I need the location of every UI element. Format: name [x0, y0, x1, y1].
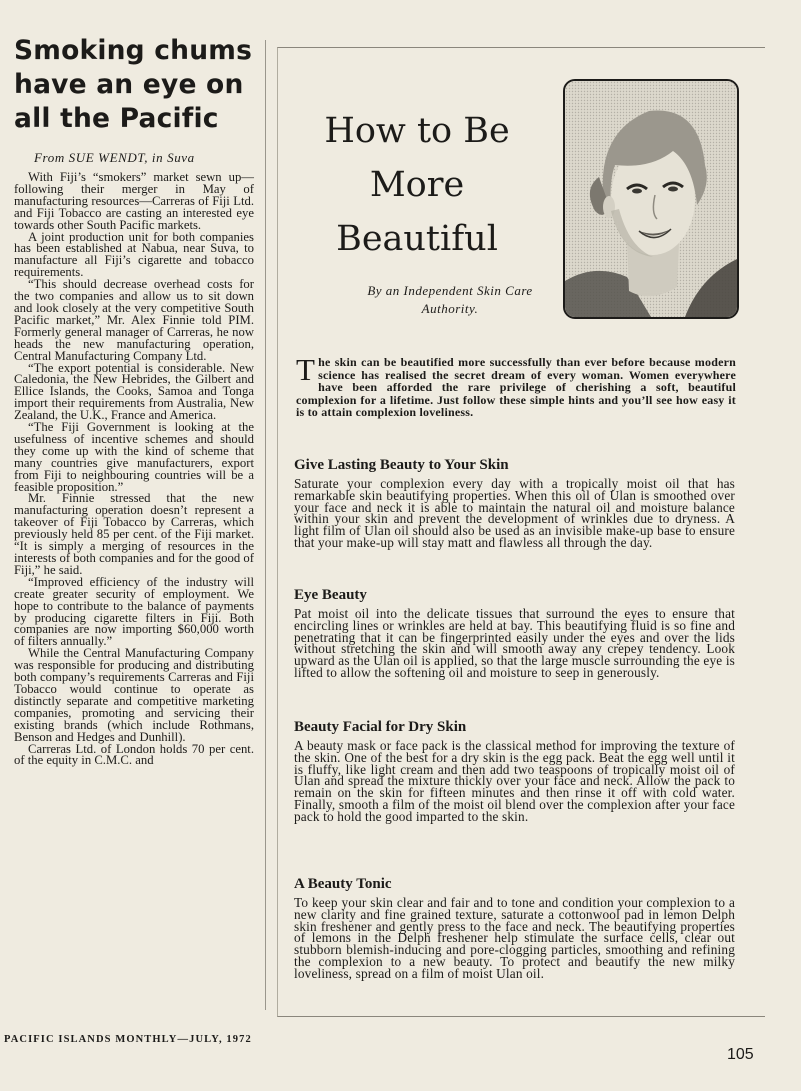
- section-beauty-tonic: [294, 876, 735, 980]
- left-paragraph: Mr. Finnie stressed that the new manufacturing operation doesn’t represent a takeover of Fiji Tobacco by Carreras, which previously held 85 per cent. of the Fiji market. “It is simply a merging of resources in the interests of both companies and for the good of Fiji,” he said.: [14, 491, 254, 577]
- section-eye-beauty: [294, 587, 735, 679]
- section-body: Saturate your complexion every day with a tropically moist oil that has remarkable skin beautifying properties. When this oil of Ulan is smoothed over your face and neck it is able to maintain the natural oil and moisture balance within your skin and prevent the development of wrinkles due to dryness. A light film of Ulan oil should also be used as an invisible make-up base to ensure that your make-up will stay matt and flawless all through the day.: [294, 476, 735, 550]
- intro-dropcap: T: [296, 352, 316, 387]
- headline-line: all the Pacific: [14, 103, 219, 134]
- author-line: By an Independent Skin Care: [367, 283, 533, 298]
- section-body: To keep your skin clear and fair and to tone and condition your complexion to a new clarity and fine grained texture, saturate a cottonwool pad in lemon Delph skin freshener and gently press to the face and neck. The beautifying properties of lemons in the Delph freshener help stimulate the surface cells, clear out stubborn blemish-inducing and pore-clogging particles, smoothing and refining the complexion to a new beauty. To protect and beautify the new milky loveliness, spread on a film of moist Ulan oil.: [294, 895, 735, 981]
- portrait-illustration: [565, 81, 737, 317]
- publication-footer: PACIFIC ISLANDS MONTHLY—JULY, 1972: [4, 1034, 252, 1045]
- left-paragraph: “The Fiji Government is looking at the usefulness of incentive schemes and should they come up with the kind of scheme that many countries give manufacturers, export from Fiji to neighbouring countries will be a feasible proposition.”: [14, 420, 254, 494]
- section-heading: A Beauty Tonic: [294, 876, 392, 892]
- section-body: Pat moist oil into the delicate tissues that surround the eyes to ensure that encircling lines or wrinkles are held at bay. This beautifying fluid is so fine and penetrating that it can be fingerprinted easily under the eyes and over the lids without stretching the skin and will smooth away any crepey tendency. Look upward as the Ulan oil is applied, so that the large muscle surrounding the eye is lifted to allow the softening oil and moisture to seep in generously.: [294, 606, 735, 680]
- section-beauty-facial: [294, 719, 735, 823]
- author-line: Authority.: [421, 301, 479, 316]
- left-byline: From SUE WENDT, in Suva: [34, 150, 195, 165]
- section-body: A beauty mask or face pack is the classical method for improving the texture of the skin. One of the best for a dry skin is the egg pack. Beat the egg well until it is fluffy, like light cream and then add two teaspoons of tropically moist oil of Ulan and spread the mixture thickly over your face and neck. Allow the pack to remain on the skin for fifteen minutes and then rinse it off with cold water. Finally, smooth a film of the moist oil blend over the complexion after your face pack to hold the good imparted to the skin.: [294, 738, 735, 824]
- section-heading: Beauty Facial for Dry Skin: [294, 719, 467, 735]
- left-paragraph: With Fiji’s “smokers” market sewn up—following their merger in May of manufacturing resources—Carreras of Fiji Ltd. and Fiji Tobacco are casting an interested eye towards other South Pacific markets.: [14, 170, 254, 232]
- section-lasting-beauty: [294, 457, 735, 549]
- page-number: 105: [727, 1046, 754, 1063]
- column-divider: [265, 40, 266, 1010]
- left-article: [14, 34, 254, 767]
- left-paragraph: While the Central Manufacturing Company was responsible for producing and distributing both company’s requirements Carreras and Fiji Tobacco would continue to operate as distinctly separate and competitive marketing companies, promoting and servicing their existing brands (which include Rothmans, Benson and Hedges and Dunhill).: [14, 646, 254, 744]
- beauty-article-intro: [296, 352, 736, 419]
- section-heading: Give Lasting Beauty to Your Skin: [294, 457, 509, 473]
- headline-line: have an eye on: [14, 69, 244, 100]
- title-line: More: [369, 165, 465, 205]
- headline-line: Smoking chums: [14, 35, 253, 66]
- left-paragraph: “Improved efficiency of the industry will create greater security of employment. We hope to contribute to the balance of payments by producing cigarette filters in Fiji. Both companies are now importing $60,000 worth of filters annually.”: [14, 574, 254, 649]
- title-line: Beautiful: [336, 219, 498, 259]
- left-paragraph: “The export potential is considerable. New Caledonia, the New Hebrides, the Gilbert and Ellice Islands, the Cooks, Samoa and Tonga import their requirements from Australia, New Zealand, the U.K., France and America.: [14, 360, 254, 423]
- title-line: How to Be: [324, 111, 510, 151]
- left-headline: [14, 34, 254, 136]
- left-paragraph: Carreras Ltd. of London holds 70 per cent. of the equity in C.M.C. and: [14, 741, 254, 768]
- section-heading: Eye Beauty: [294, 587, 367, 603]
- beauty-article-author: [335, 282, 565, 318]
- left-paragraph: A joint production unit for both companies has been established at Nabua, near Suva, to manufacture all Fiji’s cigarette and tobacco requirements.: [14, 229, 254, 280]
- beauty-article-title: [302, 104, 532, 266]
- woman-portrait-photo: [563, 79, 739, 319]
- left-paragraph: “This should decrease overhead costs for the two companies and allow us to sit down and look closely at the very competitive South Pacific market,” Mr. Alex Finnie told PIM. Formerly general manager of Carreras, he now heads the new manufacturing operation, Central Manufacturing Company Ltd.: [14, 277, 254, 363]
- intro-text: he skin can be beautified more successfully than ever before because modern science has realised the secret dream of every woman. Women everywhere have been afforded the rare privilege of cherishing a soft, beautiful complexion for a lifetime. Just follow these simple hints and you’ll see how easy it is to attain complexion loveliness.: [296, 355, 736, 419]
